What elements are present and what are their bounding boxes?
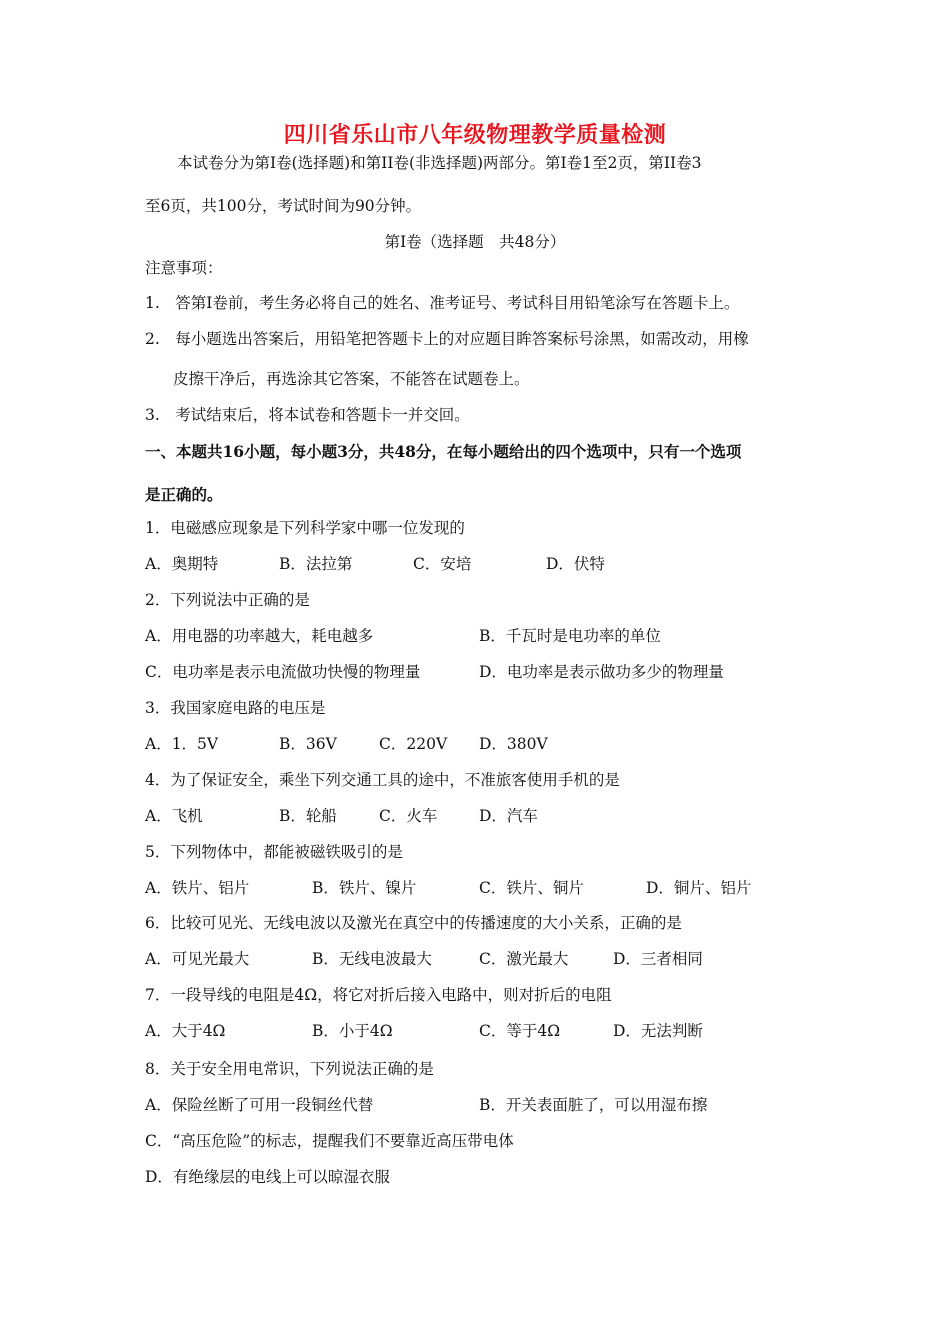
q8-option-c: C．“高压危险”的标志，提醒我们不要靠近高压带电体	[145, 1132, 514, 1150]
q3-option-a: A．1．5V	[145, 735, 219, 753]
q6-option-d: D．三者相同	[613, 950, 703, 968]
q6-option-a: A．可见光最大	[145, 950, 250, 968]
notes-heading: 注意事项：	[145, 259, 223, 277]
note-item-2-cont: 皮擦干净后，再选涂其它答案，不能答在试题卷上。	[173, 370, 530, 388]
q7-option-a: A．大于4Ω	[145, 1022, 226, 1040]
q6-option-c: C．激光最大	[479, 950, 569, 968]
question-2: 2．下列说法中正确的是	[145, 591, 310, 609]
intro-line-1: 本试卷分为第Ⅰ卷(选择题)和第II卷(非选择题)两部分。第Ⅰ卷1至2页，第II卷3	[177, 154, 702, 172]
q4-option-a: A．飞机	[145, 807, 203, 825]
q2-option-d: D．电功率是表示做功多少的物理量	[479, 663, 724, 681]
q3-option-b: B．36V	[279, 735, 337, 753]
q2-option-a: A．用电器的功率越大，耗电越多	[145, 627, 374, 645]
question-6: 6．比较可见光、无线电波以及激光在真空中的传播速度的大小关系，正确的是	[145, 914, 682, 932]
q1-option-c: C．安培	[413, 555, 472, 573]
exam-title: 四川省乐山市八年级物理教学质量检测	[283, 122, 667, 148]
q7-option-d: D．无法判断	[613, 1022, 703, 1040]
q8-option-a: A．保险丝断了可用一段铜丝代替	[145, 1096, 374, 1114]
q3-option-d: D．380V	[479, 735, 548, 753]
q4-option-d: D．汽车	[479, 807, 538, 825]
q5-option-d: D．铜片、铝片	[646, 879, 752, 897]
question-8: 8．关于安全用电常识，下列说法正确的是	[145, 1060, 434, 1078]
note-item-1: 1. 答第Ⅰ卷前，考生务必将自己的姓名、准考证号、考试科目用铅笔涂写在答题卡上。	[145, 294, 740, 312]
q1-option-a: A．奥期特	[145, 555, 219, 573]
question-4: 4．为了保证安全，乘坐下列交通工具的途中，不准旅客使用手机的是	[145, 771, 620, 789]
q6-option-b: B．无线电波最大	[312, 950, 432, 968]
q4-option-c: C．火车	[379, 807, 438, 825]
note-item-2: 2. 每小题选出答案后，用铅笔把答题卡上的对应题目眸答案标号涂黑，如需改动，用橡	[145, 330, 749, 348]
q7-option-b: B．小于4Ω	[312, 1022, 393, 1040]
question-1: 1．电磁感应现象是下列科学家中哪一位发现的	[145, 519, 465, 537]
q8-option-d: D．有绝缘层的电线上可以晾湿衣服	[145, 1168, 390, 1186]
q5-option-c: C．铁片、铜片	[479, 879, 584, 897]
q7-option-c: C．等于4Ω	[479, 1022, 561, 1040]
part1-instruction-1: 一、本题共16小题，每小题3分，共48分，在每小题给出的四个选项中，只有一个选项	[145, 442, 742, 461]
q2-option-c: C．电功率是表示电流做功快慢的物理量	[145, 663, 421, 681]
note-item-3: 3. 考试结束后，将本试卷和答题卡一并交回。	[145, 406, 470, 424]
question-3: 3．我国家庭电路的电压是	[145, 699, 326, 717]
q2-option-b: B．千瓦时是电功率的单位	[479, 627, 661, 645]
intro-line-2: 至6页，共100分，考试时间为90分钟。	[145, 197, 422, 215]
question-7: 7．一段导线的电阻是4Ω，将它对折后接入电路中，则对折后的电阻	[145, 986, 612, 1004]
q8-option-b: B．开关表面脏了，可以用湿布擦	[479, 1096, 708, 1114]
q3-option-c: C．220V	[379, 735, 448, 753]
q4-option-b: B．轮船	[279, 807, 337, 825]
q5-option-b: B．铁片、镍片	[312, 879, 417, 897]
q1-option-d: D．伏特	[546, 555, 605, 573]
question-5: 5．下列物体中，都能被磁铁吸引的是	[145, 843, 403, 861]
q1-option-b: B．法拉第	[279, 555, 353, 573]
section-header: 第Ⅰ卷（选择题 共48分）	[384, 233, 566, 251]
q5-option-a: A．铁片、铝片	[145, 879, 250, 897]
part1-instruction-2: 是正确的。	[145, 485, 223, 504]
